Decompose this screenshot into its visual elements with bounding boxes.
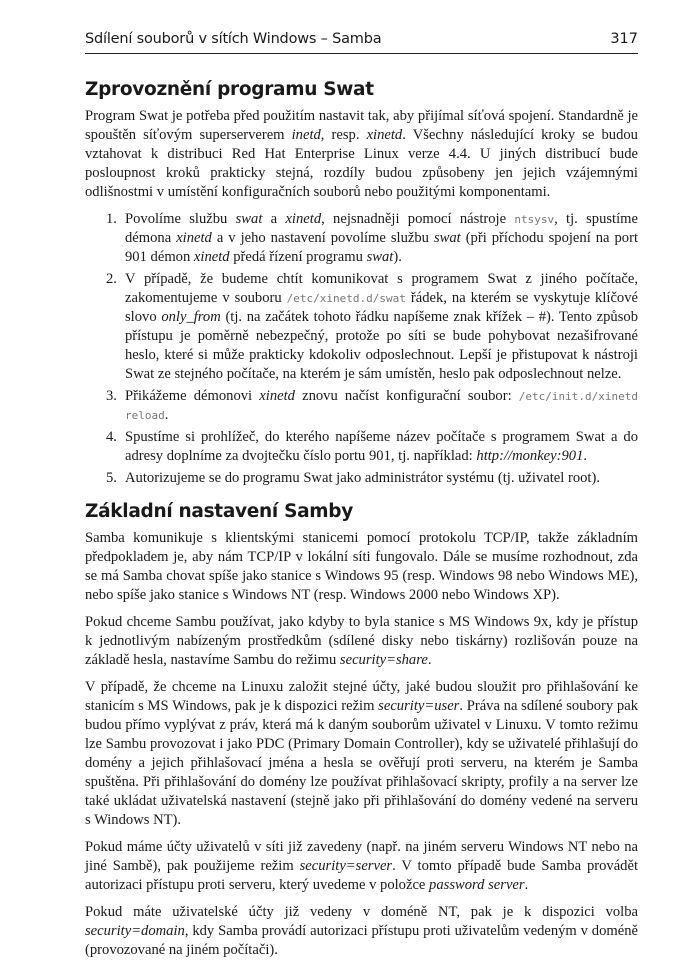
list-item-text: Přikážeme démonovi xinetd znovu načíst konfigurační soubor: /etc/init.d/xinetd reload. (125, 388, 638, 423)
list-item-text: Autorizujeme se do programu Swat jako administrátor systému (tj. uživatel root). (125, 470, 600, 486)
code-snippet: /etc/xinetd.d/swat (286, 292, 406, 305)
page-content (85, 78, 638, 968)
list-number: 2. (106, 271, 117, 287)
body-paragraph: Pokud máte uživatelské účty již vedeny v doméně NT, pak je k dispozici volba security=domain, kdy Samba provádí autorizaci přístupu proti uživatelům vedeným v doméně (provozované na jiném počítači). (85, 904, 638, 958)
code-snippet: /etc/init.d/xinetd reload (125, 390, 638, 422)
list-number: 3. (106, 388, 117, 404)
italic-term: http://monkey:901 (476, 448, 584, 464)
list-item-text: Povolíme službu swat a xinetd, nejsnadněji pomocí nástroje ntsysv, tj. spustíme démona xinetd a v jeho nastavení povolíme službu swat (při příchodu spojení na port 901 démon xinetd předá řízení programu swat). (125, 211, 638, 265)
body-paragraph: Pokud máme účty uživatelů v síti již zavedeny (např. na jiném serveru Windows NT nebo na jiné Sambě), pak použijeme režim security=server. V tomto případě bude Samba provádět autorizaci přístupu proti serveru, který uvedeme v položce password server. (85, 839, 638, 893)
italic-term: xinetd (193, 249, 230, 265)
italic-term: security=server (299, 858, 393, 874)
italic-term: xinetd (176, 230, 212, 246)
italic-term: password server (429, 877, 525, 893)
list-item-text: V případě, že budeme chtít komunikovat s programem Swat z jiného počítače, zakomentujeme v souboru /etc/xinetd.d/swat řádek, na kterém se vyskytuje klíčové slovo only_from (tj. na začátek tohoto řádku napíšeme znak křížek – #). Tento způsob přístupu je poměrně nebezpečný, protože po síti se bude pohybovat nezašifrované heslo, které si může prakticky kdokoliv odposlechnout. Lepší je přistupovat k nástroji Swat ze stejného počítače, na kterém je sám umístěn, heslo pak odposlechnout nelze. (125, 271, 639, 382)
section-heading-samba-basics: Základní nastavení Samby (85, 501, 353, 522)
body-paragraph: Pokud chceme Sambu používat, jako kdyby to byla stanice s MS Windows 9x, kdy je přístup k jednotlivým nabízeným prostředkům (sdílené disky nebo tiskárny) rozlišován pouze na základě hesla, nastavíme Sambu do režimu security=share. (85, 614, 638, 668)
list-item (85, 428, 638, 466)
body-paragraph: Samba komunikuje s klientskými stanicemi pomocí protokolu TCP/IP, takže základním předpokladem je, aby nám TCP/IP v lokální síti fungovalo. Dále se musíme rozhodnout, zda se má Samba chovat spíše jako stanice s Windows 95 (resp. Windows 98 nebo Windows ME), nebo spíše jako stanice s Windows NT (resp. Windows 2000 nebo Windows XP). (85, 530, 638, 603)
swat-steps-list (85, 210, 638, 488)
italic-term: inetd (291, 127, 321, 143)
list-item-text: Spustíme si prohlížeč, do kterého napíšeme název počítače s programem Swat a do adresy doplníme za dvojtečku číslo portu 901, tj. například: http://monkey:901. (125, 429, 638, 464)
body-paragraph: V případě, že chceme na Linuxu založit stejné účty, jaké budou sloužit pro přihlašování ke stanicím s MS Windows, pak je k dispozici režim security=user. Práva na sdílené soubory pak budou přímo vyplývat z práv, která má k daným souborům uživatel v Linuxu. V tomto režimu lze Sambu provozovat i jako PDC (Primary Domain Controller), kdy se uživatelé přihlašují do domény a jejich přihlašovací jména a hesla se ověřují proti serveru, na kterém je Samba spuštěna. Při přihlašování do domény lze používat přihlašovací skripty, profily a na server lze také ukládat uživatelská nastavení (stejně jako při přihlašování do domény vedené na serveru s Windows NT). (85, 679, 638, 828)
italic-term: only_from (161, 309, 221, 325)
running-title: Sdílení souborů v sítích Windows – Samba (85, 31, 382, 47)
italic-term: swat (366, 249, 394, 265)
italic-term: swat (235, 211, 263, 227)
list-item (85, 469, 638, 488)
list-number: 5. (106, 470, 117, 486)
swat-intro-paragraph: Program Swat je potřeba před použitím nastavit tak, aby přijímal síťová spojení. Standardně je spouštěn síťovým superserverem inetd, resp. xinetd. Všechny následující kroky se budou vztahovat k distribuci Red Hat Enterprise Linux verze 4.4. U jiných distribucí bude posloupnost kroků prakticky stejná, rozdíly budou způsobeny jen jejich vzájemnými odlišnostmi v umístění konfiguračních souborů nebo použitými komponentami. (85, 108, 638, 200)
list-item (85, 210, 638, 267)
italic-term: xinetd (259, 388, 295, 404)
running-header (85, 29, 638, 54)
italic-term: security=user (378, 698, 460, 714)
italic-term: swat (433, 230, 461, 246)
list-item (85, 387, 638, 425)
section-heading-swat: Zprovoznění programu Swat (85, 79, 374, 100)
list-item (85, 270, 638, 384)
italic-term: xinetd (285, 211, 322, 227)
page-number: 317 (610, 31, 638, 47)
code-snippet: ntsysv (514, 213, 555, 226)
list-number: 4. (106, 429, 117, 445)
italic-term: security=domain (85, 923, 185, 939)
italic-term: xinetd (366, 127, 403, 143)
list-number: 1. (106, 211, 117, 227)
italic-term: security=share (339, 652, 428, 668)
